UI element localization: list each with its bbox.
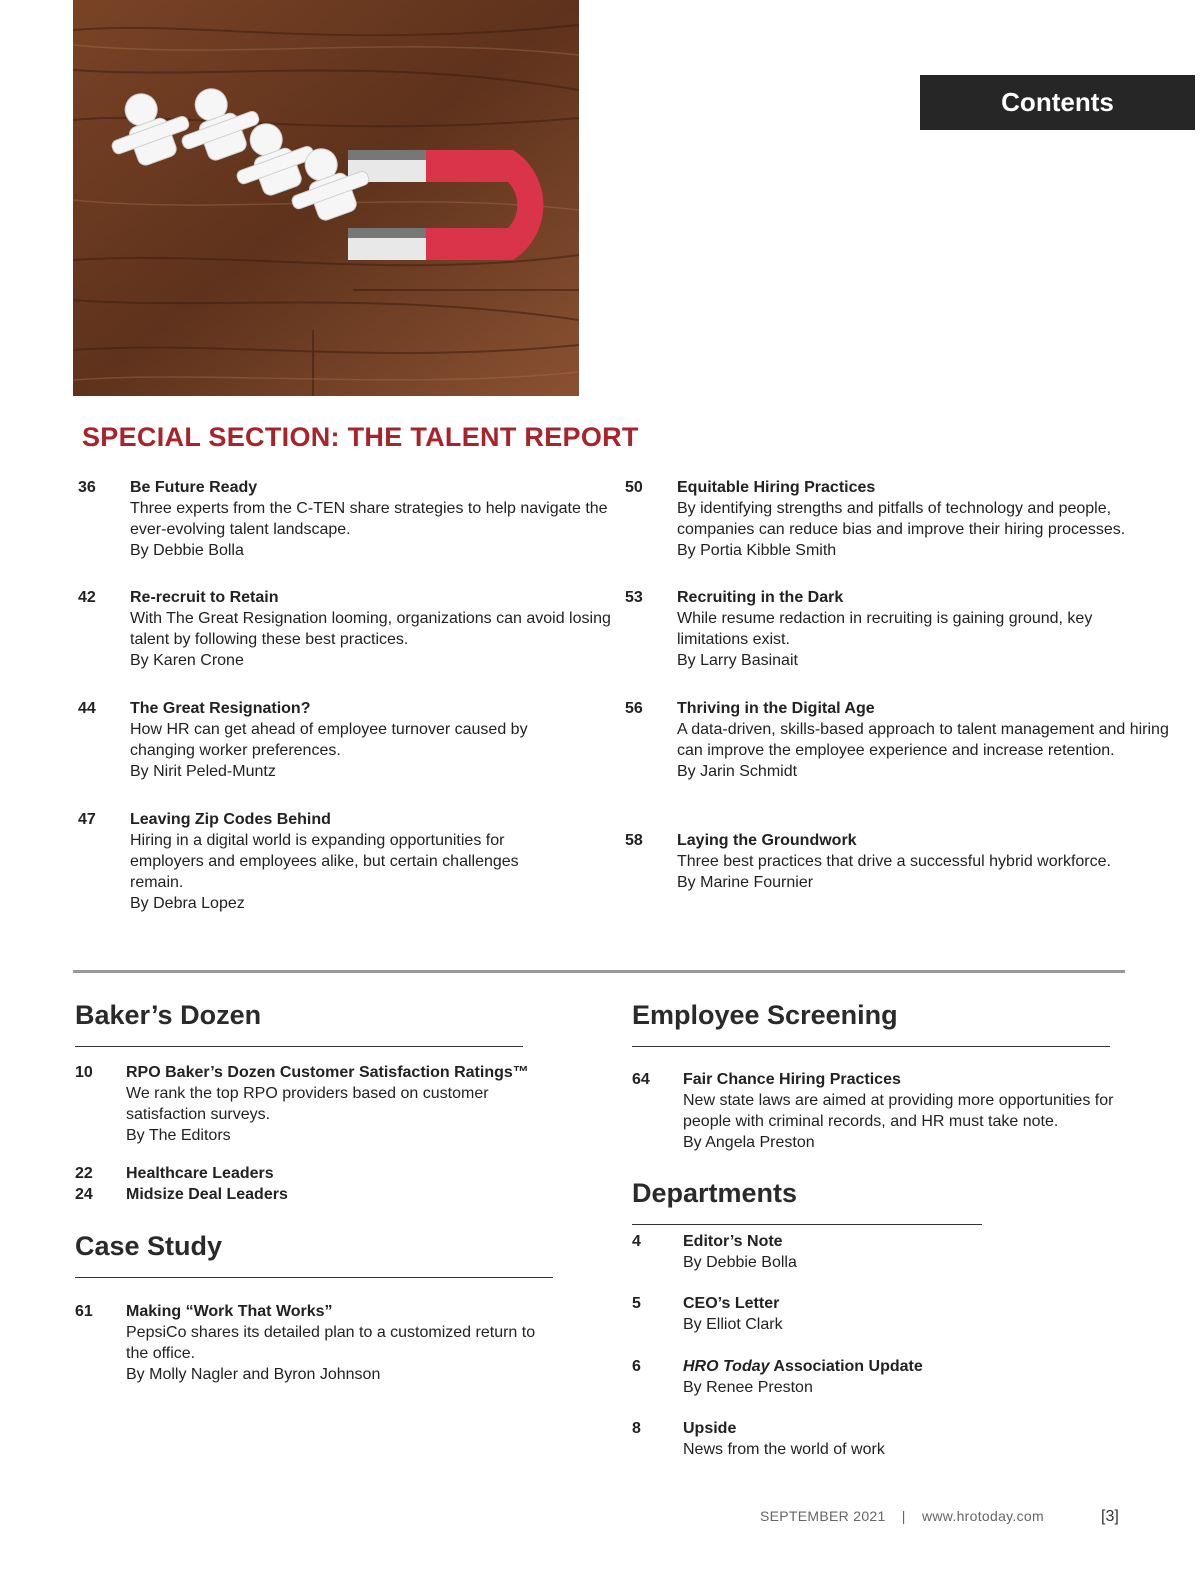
section-divider	[73, 970, 1125, 973]
entry-page: 42	[78, 589, 96, 606]
entry-desc: Three experts from the C-TEN share strategies to help navigate the ever-evolving talent landscape.	[130, 500, 608, 538]
entry-author: By Marine Fournier	[677, 874, 814, 891]
footer-website[interactable]: www.hrotoday.com	[921, 1508, 1044, 1524]
entry-title: Upside	[683, 1420, 737, 1437]
case-study-rule	[75, 1277, 553, 1278]
entry-title: Healthcare Leaders	[126, 1165, 274, 1182]
entry-title	[683, 1356, 1023, 1377]
entry-page: 64	[632, 1071, 650, 1088]
employee-screening-heading: Employee Screening	[632, 1000, 898, 1030]
entry-page: 44	[78, 700, 96, 717]
entry-title: Equitable Hiring Practices	[677, 479, 876, 496]
entry-page: 47	[78, 811, 96, 828]
entry-author: By The Editors	[126, 1127, 231, 1144]
entry-title-italic: HRO Today	[683, 1358, 770, 1375]
case-study-heading: Case Study	[75, 1231, 223, 1261]
entry-page: 8	[632, 1420, 641, 1437]
entry-page: 10	[75, 1064, 93, 1081]
entry-desc: New state laws are aimed at providing more opportunities for people with criminal records, and HR must take note.	[683, 1092, 1114, 1130]
entry-desc: By identifying strengths and pitfalls of technology and people, companies can reduce bias and improve their hiring processes.	[677, 500, 1126, 538]
entry-author: By Portia Kibble Smith	[677, 542, 837, 559]
bakers-dozen-rule	[75, 1046, 523, 1047]
entry-desc: We rank the top RPO providers based on customer satisfaction surveys.	[126, 1085, 489, 1123]
entry-author: By Karen Crone	[130, 652, 244, 669]
entry-title: Midsize Deal Leaders	[126, 1186, 288, 1203]
entry-page: 36	[78, 479, 96, 496]
entry-page: 5	[632, 1295, 641, 1312]
contents-tab	[920, 75, 1195, 130]
entry-title: Re-recruit to Retain	[130, 589, 279, 606]
entry-desc: While resume redaction in recruiting is gaining ground, key limitations exist.	[677, 610, 1093, 648]
entry-author: By Debra Lopez	[130, 895, 245, 912]
entry-author: News from the world of work	[683, 1441, 885, 1458]
contents-label: Contents	[1001, 87, 1114, 117]
entry-title: Editor’s Note	[683, 1233, 783, 1250]
footer-issue: SEPTEMBER 2021	[760, 1508, 886, 1524]
entry-desc: A data-driven, skills-based approach to talent management and hiring can improve the employee experience and increase retention.	[677, 721, 1169, 759]
employee-screening-rule	[632, 1046, 1110, 1047]
entry-title: Fair Chance Hiring Practices	[683, 1071, 901, 1088]
entry-page: 22	[75, 1165, 93, 1182]
entry-desc: Hiring in a digital world is expanding opportunities for employers and employees alike, but certain challenges remain.	[130, 832, 519, 891]
page-number: [3]	[1101, 1508, 1119, 1525]
entry-author: By Larry Basinait	[677, 652, 798, 669]
departments-rule	[632, 1224, 982, 1225]
entry-title-rest: Association Update	[769, 1358, 923, 1375]
departments-heading: Departments	[632, 1178, 798, 1208]
entry-page: 56	[625, 700, 643, 717]
footer	[760, 1508, 1044, 1524]
entry-page: 58	[625, 832, 643, 849]
entry-page: 61	[75, 1303, 93, 1320]
entry-title: Thriving in the Digital Age	[677, 700, 875, 717]
entry-author: By Angela Preston	[683, 1134, 815, 1151]
entry-desc: PepsiCo shares its detailed plan to a customized return to the office.	[126, 1324, 536, 1362]
hero-image	[73, 0, 579, 396]
entry-title: The Great Resignation?	[130, 700, 311, 717]
entry-title: CEO’s Letter	[683, 1295, 780, 1312]
bakers-dozen-heading: Baker’s Dozen	[75, 1000, 262, 1030]
entry-page: 24	[75, 1186, 93, 1203]
entry-author: By Molly Nagler and Byron Johnson	[126, 1366, 381, 1383]
entry-desc: How HR can get ahead of employee turnover caused by changing worker preferences.	[130, 721, 528, 759]
entry-title: Leaving Zip Codes Behind	[130, 811, 331, 828]
entry-author: By Nirit Peled-Muntz	[130, 763, 276, 780]
entry-author: By Jarin Schmidt	[677, 763, 798, 780]
entry-title: Be Future Ready	[130, 479, 258, 496]
entry-page: 53	[625, 589, 643, 606]
entry-title: Recruiting in the Dark	[677, 589, 844, 606]
special-section-title: SPECIAL SECTION: THE TALENT REPORT	[82, 422, 639, 452]
entry-page: 6	[632, 1358, 641, 1375]
entry-author: By Elliot Clark	[683, 1316, 783, 1333]
entry-page: 50	[625, 479, 643, 496]
entry-page: 4	[632, 1233, 641, 1250]
entry-desc: Three best practices that drive a successful hybrid workforce.	[677, 853, 1111, 870]
entry-author: By Debbie Bolla	[130, 542, 244, 559]
entry-title: Laying the Groundwork	[677, 832, 857, 849]
footer-separator: |	[901, 1508, 906, 1524]
entry-author: By Debbie Bolla	[683, 1254, 797, 1271]
entry-author: By Renee Preston	[683, 1379, 813, 1396]
entry-title: RPO Baker’s Dozen Customer Satisfaction Ratings™	[126, 1064, 529, 1081]
entry-desc: With The Great Resignation looming, organizations can avoid losing talent by following these best practices.	[130, 610, 611, 648]
entry-title: Making “Work That Works”	[126, 1303, 333, 1320]
